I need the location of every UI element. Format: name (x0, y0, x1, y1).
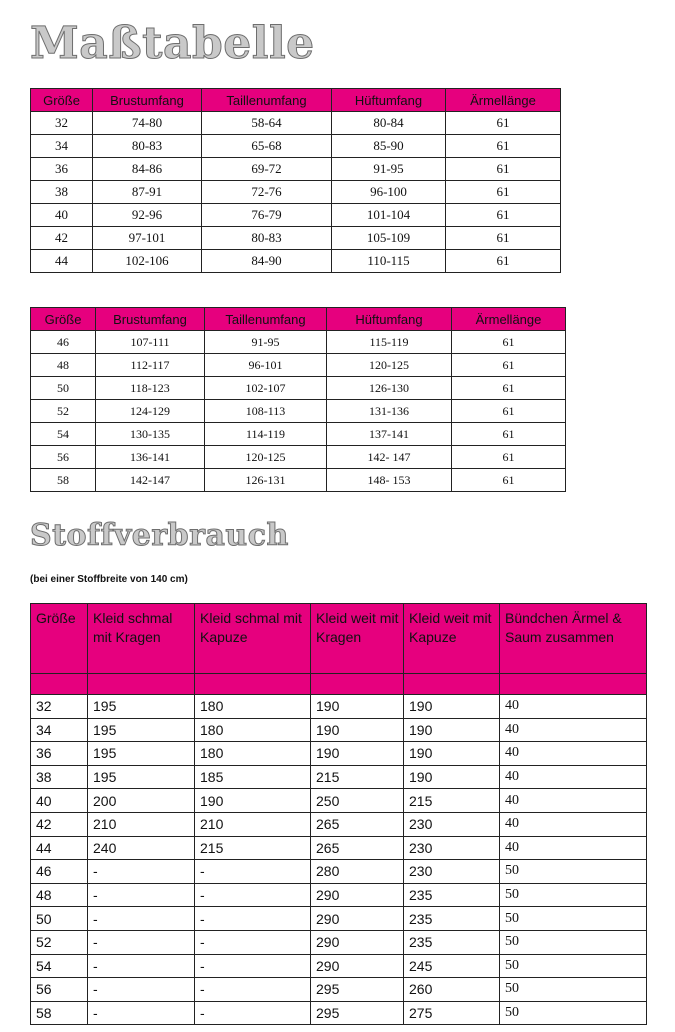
table-cell: 76-79 (202, 204, 332, 227)
table-row (31, 907, 647, 931)
table-cell: 131-136 (327, 400, 452, 423)
table-cell: - (88, 930, 195, 954)
table-cell: 124-129 (96, 400, 205, 423)
table-cell: 295 (311, 1001, 404, 1025)
table-cell: 142- 147 (327, 446, 452, 469)
column-header: Größe (31, 308, 96, 331)
table-cell: - (88, 883, 195, 907)
table-cell: 137-141 (327, 423, 452, 446)
table-cell: 50 (500, 954, 647, 978)
header-spacer-cell (88, 674, 195, 695)
table-cell: 91-95 (205, 331, 327, 354)
table-cell: 50 (500, 930, 647, 954)
table-cell: 65-68 (202, 135, 332, 158)
table-row (31, 227, 561, 250)
table-cell: - (195, 883, 311, 907)
table-cell: 80-84 (332, 112, 446, 135)
table-cell: 265 (311, 812, 404, 836)
table-cell: 40 (500, 695, 647, 719)
table-cell: 180 (195, 742, 311, 766)
table-cell: 46 (31, 860, 88, 884)
table-cell: 260 (404, 978, 500, 1002)
table-cell: 54 (31, 423, 96, 446)
table-row (31, 400, 566, 423)
table-cell: - (195, 978, 311, 1002)
column-header: Ärmellänge (446, 89, 561, 112)
column-header: Ärmellänge (452, 308, 566, 331)
table-row (31, 718, 647, 742)
table-row (31, 423, 566, 446)
table-cell: 230 (404, 836, 500, 860)
table-cell: 235 (404, 907, 500, 931)
table-cell: 48 (31, 883, 88, 907)
table-cell: 40 (500, 765, 647, 789)
table-cell: 275 (404, 1001, 500, 1025)
table-row (31, 469, 566, 492)
table-row (31, 158, 561, 181)
table-cell: - (88, 978, 195, 1002)
column-header: Brustumfang (96, 308, 205, 331)
table-cell: 50 (500, 883, 647, 907)
table-cell: 40 (500, 836, 647, 860)
table-cell: 210 (195, 812, 311, 836)
table-cell: 84-90 (202, 250, 332, 273)
table-cell: 126-131 (205, 469, 327, 492)
table-row (31, 742, 647, 766)
table-cell: 58 (31, 469, 96, 492)
table-cell: 42 (31, 227, 93, 250)
size-chart-table-2 (30, 307, 566, 492)
table-cell: 190 (404, 718, 500, 742)
table-row (31, 930, 647, 954)
table-cell: 112-117 (96, 354, 205, 377)
table-cell: 190 (404, 742, 500, 766)
table-cell: 210 (88, 812, 195, 836)
table-row (31, 978, 647, 1002)
table-cell: 195 (88, 695, 195, 719)
table-header-spacer-row (31, 674, 647, 695)
table-cell: 61 (446, 227, 561, 250)
table-cell: 265 (311, 836, 404, 860)
table-cell: 115-119 (327, 331, 452, 354)
table-row (31, 446, 566, 469)
table-cell: 34 (31, 718, 88, 742)
table-cell: 44 (31, 250, 93, 273)
table-cell: 235 (404, 930, 500, 954)
table-cell: 61 (446, 158, 561, 181)
header-spacer-cell (195, 674, 311, 695)
table-cell: 61 (452, 400, 566, 423)
table-cell: 190 (404, 695, 500, 719)
table-cell: 102-106 (93, 250, 202, 273)
table-cell: 61 (452, 354, 566, 377)
table-cell: 290 (311, 930, 404, 954)
table-row (31, 789, 647, 813)
table-cell: 120-125 (205, 446, 327, 469)
header-spacer-cell (311, 674, 404, 695)
table-cell: 96-101 (205, 354, 327, 377)
table-cell: - (88, 907, 195, 931)
table-cell: 96-100 (332, 181, 446, 204)
table-cell: 290 (311, 883, 404, 907)
table-cell: - (88, 860, 195, 884)
table-cell: 61 (452, 331, 566, 354)
table-cell: - (195, 954, 311, 978)
table-cell: 69-72 (202, 158, 332, 181)
page-title: Maßtabelle (30, 18, 315, 69)
table-cell: 108-113 (205, 400, 327, 423)
table-cell: 61 (446, 112, 561, 135)
table-cell: 240 (88, 836, 195, 860)
section-title: Stoffverbrauch (30, 518, 289, 553)
column-header: Hüftumfang (332, 89, 446, 112)
table-cell: 58 (31, 1001, 88, 1025)
table-cell: 200 (88, 789, 195, 813)
header-spacer-cell (500, 674, 647, 695)
table-cell: 215 (311, 765, 404, 789)
table-cell: 105-109 (332, 227, 446, 250)
table-cell: 61 (446, 250, 561, 273)
table-cell: 126-130 (327, 377, 452, 400)
table-cell: 61 (452, 469, 566, 492)
table-cell: 130-135 (96, 423, 205, 446)
table-cell: 34 (31, 135, 93, 158)
table-cell: 87-91 (93, 181, 202, 204)
table-row (31, 883, 647, 907)
table-cell: 235 (404, 883, 500, 907)
table-cell: 61 (452, 423, 566, 446)
table-row (31, 836, 647, 860)
table-cell: 61 (452, 377, 566, 400)
table-cell: 50 (500, 1001, 647, 1025)
table-cell: 290 (311, 954, 404, 978)
fabric-usage-table (30, 603, 647, 1025)
table-cell: 58-64 (202, 112, 332, 135)
table-cell: 50 (500, 978, 647, 1002)
table-row (31, 112, 561, 135)
table-cell: 85-90 (332, 135, 446, 158)
table-cell: 195 (88, 718, 195, 742)
table-cell: 56 (31, 978, 88, 1002)
table-header-row (31, 308, 566, 331)
table-cell: 61 (446, 204, 561, 227)
table-cell: 40 (500, 742, 647, 766)
table-cell: 40 (500, 812, 647, 836)
table-row (31, 250, 561, 273)
table-cell: - (195, 860, 311, 884)
table-cell: 50 (31, 377, 96, 400)
table-cell: 190 (311, 742, 404, 766)
table-cell: 185 (195, 765, 311, 789)
table-cell: 40 (31, 789, 88, 813)
table-cell: 80-83 (93, 135, 202, 158)
table-cell: 180 (195, 695, 311, 719)
table-cell: 118-123 (96, 377, 205, 400)
fabric-width-note: (bei einer Stoffbreite von 140 cm) (30, 574, 188, 585)
table-cell: 61 (446, 135, 561, 158)
table-cell: 250 (311, 789, 404, 813)
table-cell: 74-80 (93, 112, 202, 135)
table-cell: 92-96 (93, 204, 202, 227)
column-header: Brustumfang (93, 89, 202, 112)
column-header: Taillenumfang (202, 89, 332, 112)
table-cell: - (195, 930, 311, 954)
table-cell: - (195, 1001, 311, 1025)
table-cell: 142-147 (96, 469, 205, 492)
table-cell: 54 (31, 954, 88, 978)
header-spacer-cell (31, 674, 88, 695)
size-chart-table-1 (30, 88, 561, 273)
table-cell: 91-95 (332, 158, 446, 181)
table-cell: 32 (31, 112, 93, 135)
table-cell: 102-107 (205, 377, 327, 400)
table-cell: 52 (31, 930, 88, 954)
table-cell: 50 (31, 907, 88, 931)
column-header: Taillenumfang (205, 308, 327, 331)
table-cell: 40 (500, 789, 647, 813)
table-cell: 44 (31, 836, 88, 860)
column-header: Kleid schmal mit Kapuze (195, 604, 311, 674)
table-cell: 36 (31, 742, 88, 766)
table-cell: 80-83 (202, 227, 332, 250)
table-cell: 50 (500, 860, 647, 884)
table-row (31, 354, 566, 377)
table-row (31, 331, 566, 354)
column-header: Kleid weit mit Kapuze (404, 604, 500, 674)
table-cell: 38 (31, 765, 88, 789)
table-cell: 40 (500, 718, 647, 742)
table-cell: 56 (31, 446, 96, 469)
table-cell: 215 (195, 836, 311, 860)
table-cell: 42 (31, 812, 88, 836)
table-cell: 36 (31, 158, 93, 181)
table-cell: 180 (195, 718, 311, 742)
table-cell: 50 (500, 907, 647, 931)
table-cell: 190 (195, 789, 311, 813)
header-spacer-cell (404, 674, 500, 695)
table-cell: 97-101 (93, 227, 202, 250)
table-cell: 215 (404, 789, 500, 813)
table-cell: 38 (31, 181, 93, 204)
table-header-row (31, 89, 561, 112)
column-header: Größe (31, 604, 88, 674)
table-cell: 136-141 (96, 446, 205, 469)
table-row (31, 860, 647, 884)
column-header: Größe (31, 89, 93, 112)
table-cell: 120-125 (327, 354, 452, 377)
table-cell: 61 (446, 181, 561, 204)
column-header: Hüftumfang (327, 308, 452, 331)
table-row (31, 135, 561, 158)
table-row (31, 812, 647, 836)
table-row (31, 377, 566, 400)
table-cell: - (88, 954, 195, 978)
table-cell: 295 (311, 978, 404, 1002)
table-row (31, 765, 647, 789)
table-cell: 101-104 (332, 204, 446, 227)
table-cell: 110-115 (332, 250, 446, 273)
table-cell: 245 (404, 954, 500, 978)
column-header: Kleid weit mit Kragen (311, 604, 404, 674)
table-cell: 195 (88, 742, 195, 766)
table-cell: - (88, 1001, 195, 1025)
table-cell: 190 (311, 718, 404, 742)
table-row (31, 1001, 647, 1025)
table-row (31, 695, 647, 719)
table-cell: 72-76 (202, 181, 332, 204)
table-cell: 48 (31, 354, 96, 377)
table-cell: 290 (311, 907, 404, 931)
table-cell: 107-111 (96, 331, 205, 354)
table-row (31, 181, 561, 204)
table-header-row (31, 604, 647, 674)
table-row (31, 204, 561, 227)
table-cell: 40 (31, 204, 93, 227)
table-cell: 148- 153 (327, 469, 452, 492)
table-cell: 230 (404, 860, 500, 884)
table-cell: 280 (311, 860, 404, 884)
table-cell: 230 (404, 812, 500, 836)
table-cell: 190 (404, 765, 500, 789)
column-header: Kleid schmal mit Kragen (88, 604, 195, 674)
table-cell: 114-119 (205, 423, 327, 446)
table-cell: - (195, 907, 311, 931)
table-cell: 32 (31, 695, 88, 719)
table-cell: 195 (88, 765, 195, 789)
table-cell: 61 (452, 446, 566, 469)
table-cell: 190 (311, 695, 404, 719)
table-cell: 52 (31, 400, 96, 423)
table-row (31, 954, 647, 978)
column-header: Bündchen Ärmel & Saum zusammen (500, 604, 647, 674)
table-cell: 46 (31, 331, 96, 354)
table-cell: 84-86 (93, 158, 202, 181)
